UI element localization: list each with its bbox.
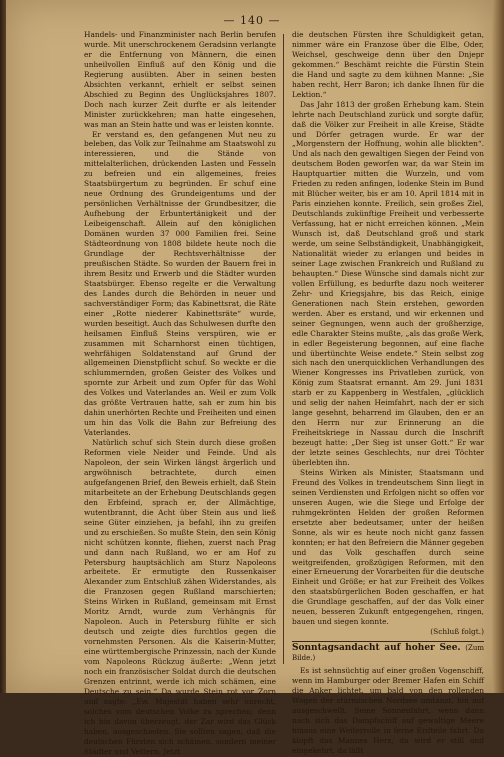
paragraph: Steins Wirken als Minister, Staatsmann und Freund des Volkes in trendeutschem Sinn liegt in seinen Verdiensten und Erfolgen nicht so offen vor unseren Augen, wie die Siege und Erfolge der ruhmgekrönten Helden der großen Reformen ersetzte aber bedeutsamer, unter der heißen Sonne, als wir es heute noch nicht ganz fassen konnten; er hat den Befreiern die Männer gegeben und das Volk geschaffen durch seine weitgreifenden, großzügigen Reformen, mit den einer Erneuerung der Vorarbeiten für die deutsche Einheit und Größe; er hat zur Freiheit des Volkes den staatsbürgerlichen Boden geschaffen, er hat die Grundlage geschaffen, auf der das Volk einer neuen, besseren Zukunft entgegengehen, ringen, bauen und siegen konnte. [292, 467, 484, 627]
paragraph: Handels- und Finanzminister nach Berlin berufen wurde. Mit unerschrockenem Geradsinn verlangte er die Entfernung von Männern, die einen unheilvollen Einfluß auf den König und die Regierung ausübten. Aber in seinen besten Absichten verkannt, erhielt er selbst seinen Abschied zu Beginn des Unglücksjahres 1807. Doch nach kurzer Zeit durfte er als leitender Minister zurückkehren; man hatte eingesehen, was man an Stein hatte und was er leisten konnte. [84, 30, 276, 129]
section-note: (Zum Bilde.) [292, 644, 484, 663]
page-edge [492, 0, 504, 693]
paragraph: Das Jahr 1813 der großen Erhebung kam. Stein lehrte nach Deutschland zurück und sorgte dafür, daß die Völker zur Freiheit in alle Kreise, Städte und Dörfer getragen wurde. Er war der „Morgenstern der Hoffnung, wohin alle blickten“. Und als nach den gewaltigen Siegen der Feind von deutschem Boden geworfen war, da war Stein im Hauptquartier mitten die Wurzeln, und vom Frieden zu reden anfingen, lodenke Stein im Bund mit Blücher weiter, bis er am 10. April 1814 mit in Paris einziehen konnte. Freilich, sein großes Ziel, Deutschlands zukünftige Freiheit und verbesserte Verfassung, hat er nicht erreichen können. „Mein Wunsch ist, daß Deutschland groß und stark werde, um seine Selbständigkeit, Unabhängigkeit, Nationalität wieder zu erlangen und beides in seiner Lage zwischen Frankreich und Rußland zu behaupten.“ Diese Wünsche sind damals nicht zur vollen Erfüllung, es bedurfte dazu noch weiterer Zehr- und Kriegsjahre, bis das Reich, einige Generationen nach Stein erstehen, geworden werden. Aber es erstand, und wir erkennen und seiner Gegnungen, wenn auch der großherzige, edle Charakter Steins mußte, „als das große Werk, in edler Begeisterung begonnen, auf eine flache und übertünchte Weise endete.“ Stein selbst zog sich nach den unerquicklichen Verhandlungen des Wiener Kongresses ins Privatleben zurück, von König zum Staatsrat ernannt. Am 29. Juni 1831 starb er zu Kappenberg in Westfalen, „glücklich und selig der nahen Heimfahrt, nach der er sich lange gesehnt, beharrend im Glauben, den er an den Herrn nur zur Erinnerung an die Freiheitskriege in Nassau durch die Inschrift bezeugt hatte: „Der Sieg ist unser Gott.“ Er war der letzte seines Geschlechts, nur drei Töchter überlebten ihn. [292, 99, 484, 467]
paragraph: Es ist sehnsüchtig auf einer großen Vogenschiff, wenn im Hamburger oder Bremer Hafen ein Schiff die Anker lichtet, um bald von den rollenden Wogen der stürmischen Nordsee umtanzt, hin auf ausgeschwellt, Seine Sonnenfahrt, wenn dann nach sich das Dampfschiff auf gewaltige Meere hinaus eine Weiterrolle in ferne Erdteile fahrt. Da klopft das Mannes Herz, da wird er still und eingekehrt, da läßt [292, 666, 484, 755]
right-column [292, 30, 484, 755]
left-column [84, 30, 276, 756]
page-number: — 140 — [223, 14, 281, 27]
paragraph: Er verstand es, den gefangenen Mut neu zu beleben, das Volk zur Teilnahme am Staatswohl zu interessieren, und die Stände von mittelalterlichen, drückenden Lasten und Fesseln zu befreien und ein allgemeines, freies Staatsbürgertum zu begründen. Er schuf eine neue Ordnung des Grundeigentums und der persönlichen Verhältnisse der Grundbesitzer, die Aufhebung der Erbuntertänigkeit und der Leibeigenschaft. Allein auf den königlichen Domänen wurden 37 000 Familien frei. Seine Städteordnung von 1808 bildete heute noch die Grundlage der Rechtsverhältnisse der preußischen Städte. So wurden der Bauern frei in ihrem Besitz und Erwerb und die Städter wurden Staatsbürger. Ebenso regelte er die Verwaltung des Landes durch die Behörden in neuer und sachverständiger Form; das Kabinettsrat, die Räte einer „Rotte niederer Kabinettsräte“ wurde, wurden beseitigt. Auch das Schulwesen durfte den heilsamen Einfluß Steins verspüren, wie er zusammen mit Scharnhorst einen tüchtigen, wehrfähigen Soldatenstand auf Grund der allgemeinen Dienstpflicht schuf. So weckte er die schlummernden, großen Geister des Volkes und spornte zur Arbeit und zum Opfer für das Wohl des Volkes und Vaterlandes an. Weil er zum Volk das größte Vertrauen hatte, sah er zum hin bis dahin unerhörten Rechte und Freiheiten und einen um hin das Volk die Bahn zur Befreiung des Vaterlandes. [84, 129, 276, 438]
paragraph: Natürlich schuf sich Stein durch diese großen Reformen viele Neider und Feinde. Und als Napoleon, der sein Wirken längst ärgerlich und argwöhnisch betrachtete, durch einen aufgefangenen Brief, den Beweis erhielt, daß Stein mitarbeitete an der Erhebung Deutschlands gegen den Erbfeind, sprach er, der Allmächtige, wutentbrannt, die Acht über Stein aus und ließ seine Güter einziehen, ja befahl, ihn zu greifen und zu erschießen. So mußte Stein, den sein König nicht schützen konnte, fliehen, zuerst nach Prag und dann nach Rußland, wo er am Hof zu Petersburg hauptsächlich am Sturz Napoleons arbeitete. Er ermutigte den Russenkaiser Alexander zum Entschluß zähen Widerstandes, als die Franzosen gegen Rußland marschierten; Steins Wirken in Rußland, gemeinsam mit Ernst Moritz Arndt, wurde zum Verhängnis für Napoleon. Auch in Petersburg fühlte er sich deutsch und zeigte dies furchtlos gegen die vornehmsten Personen. Als die Kaiserin-Mutter, eine württembergische Prinzessin, nach der Kunde vom Napoleons Rückzug äußerte: „Wenn jetzt noch ein französischer Soldat durch die deutschen Grenzen entrinnt, werde ich mich schämen, eine Deutsche zu sein.“ Da wurde Stein rot vor Zorn und sagte: „Ew. Majestät haben sehr unrecht, solches vom deutschen Volke zu sprechen; denn ich bin davon überzeugt, der Zar wird das Glück haben, ausgeschieden. Sie sollten sagen, daß die deutschen Fürsten sich schämen, sondern meiner Städter und Vettern. Jetzt [84, 438, 276, 756]
section-heading [292, 641, 484, 664]
closing-note: (Schluß folgt.) [430, 627, 484, 637]
section-title: Sonntagsandacht auf hoher See. [292, 643, 461, 654]
paragraph: die deutschen Fürsten ihre Schuldigkeit getan, nimmer wäre ein Franzose über die Elbe, Oder, Weichsel, geschweige denn über den Dnjepr gekommen.“ Beschämt reichte die Fürstin Stein die Hand und sagte zu dem kühnen Manne: „Sie haben recht, Herr Baron; ich danke Ihnen für die Lektion.“ [292, 30, 484, 99]
column-divider [283, 34, 284, 664]
